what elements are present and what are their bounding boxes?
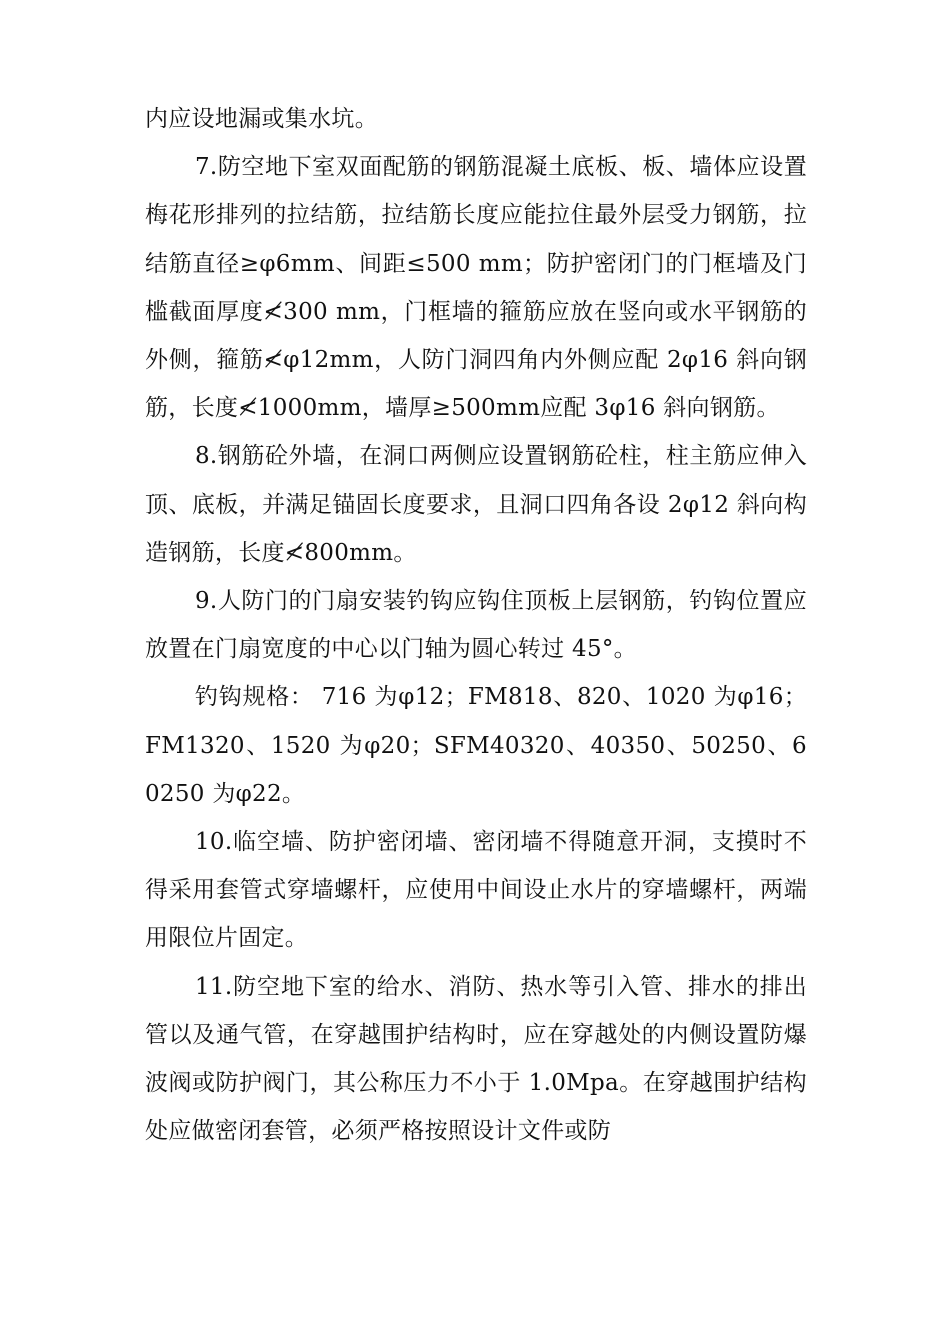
paragraph-item-9: 9.人防门的门扇安装钓钩应钩住顶板上层钢筋，钓钩位置应放置在门扇宽度的中心以门轴为圆心转过 45°。 <box>145 588 807 663</box>
document-page <box>145 95 807 1155</box>
paragraph-item-7: 7.防空地下室双面配筋的钢筋混凝土底板、板、墙体应设置梅花形排列的拉结筋，拉结筋长度应能拉住最外层受力钢筋，拉结筋直径≥φ6mm、间距≤500 mm；防护密闭门的门框墙及门槛截面厚度≮300 mm，门框墙的箍筋应放在竖向或水平钢筋的外侧，箍筋≮φ12mm，人防门洞四角内外侧应配 2φ16 斜向钢筋，长度≮1000mm，墙厚≥500mm应配 3φ16 斜向钢筋。 <box>145 154 807 422</box>
paragraph-continuation: 内应设地漏或集水坑。 <box>145 106 378 132</box>
paragraph-item-8: 8.钢筋砼外墙，在洞口两侧应设置钢筋砼柱，柱主筋应伸入顶、底板，并满足锚固长度要求，且洞口四角各设 2φ12 斜向构造钢筋，长度≮800mm。 <box>145 443 807 566</box>
paragraph-item-11: 11.防空地下室的给水、消防、热水等引入管、排水的排出管以及通气管，在穿越围护结构时，应在穿越处的内侧设置防爆波阀或防护阀门，其公称压力不小于 1.0Mpa。在穿越围护结构处应做密闭套管，必须严格按照设计文件或防 <box>145 973 807 1145</box>
paragraph-hook-specs: 钓钩规格： 716 为φ12；FM818、820、1020 为φ16；FM1320、1520 为φ20；SFM40320、40350、50250、60250 为φ22。 <box>145 684 807 807</box>
paragraph-item-10: 10.临空墙、防护密闭墙、密闭墙不得随意开洞，支摸时不得采用套管式穿墙螺杆，应使用中间设止水片的穿墙螺杆，两端用限位片固定。 <box>145 829 807 952</box>
